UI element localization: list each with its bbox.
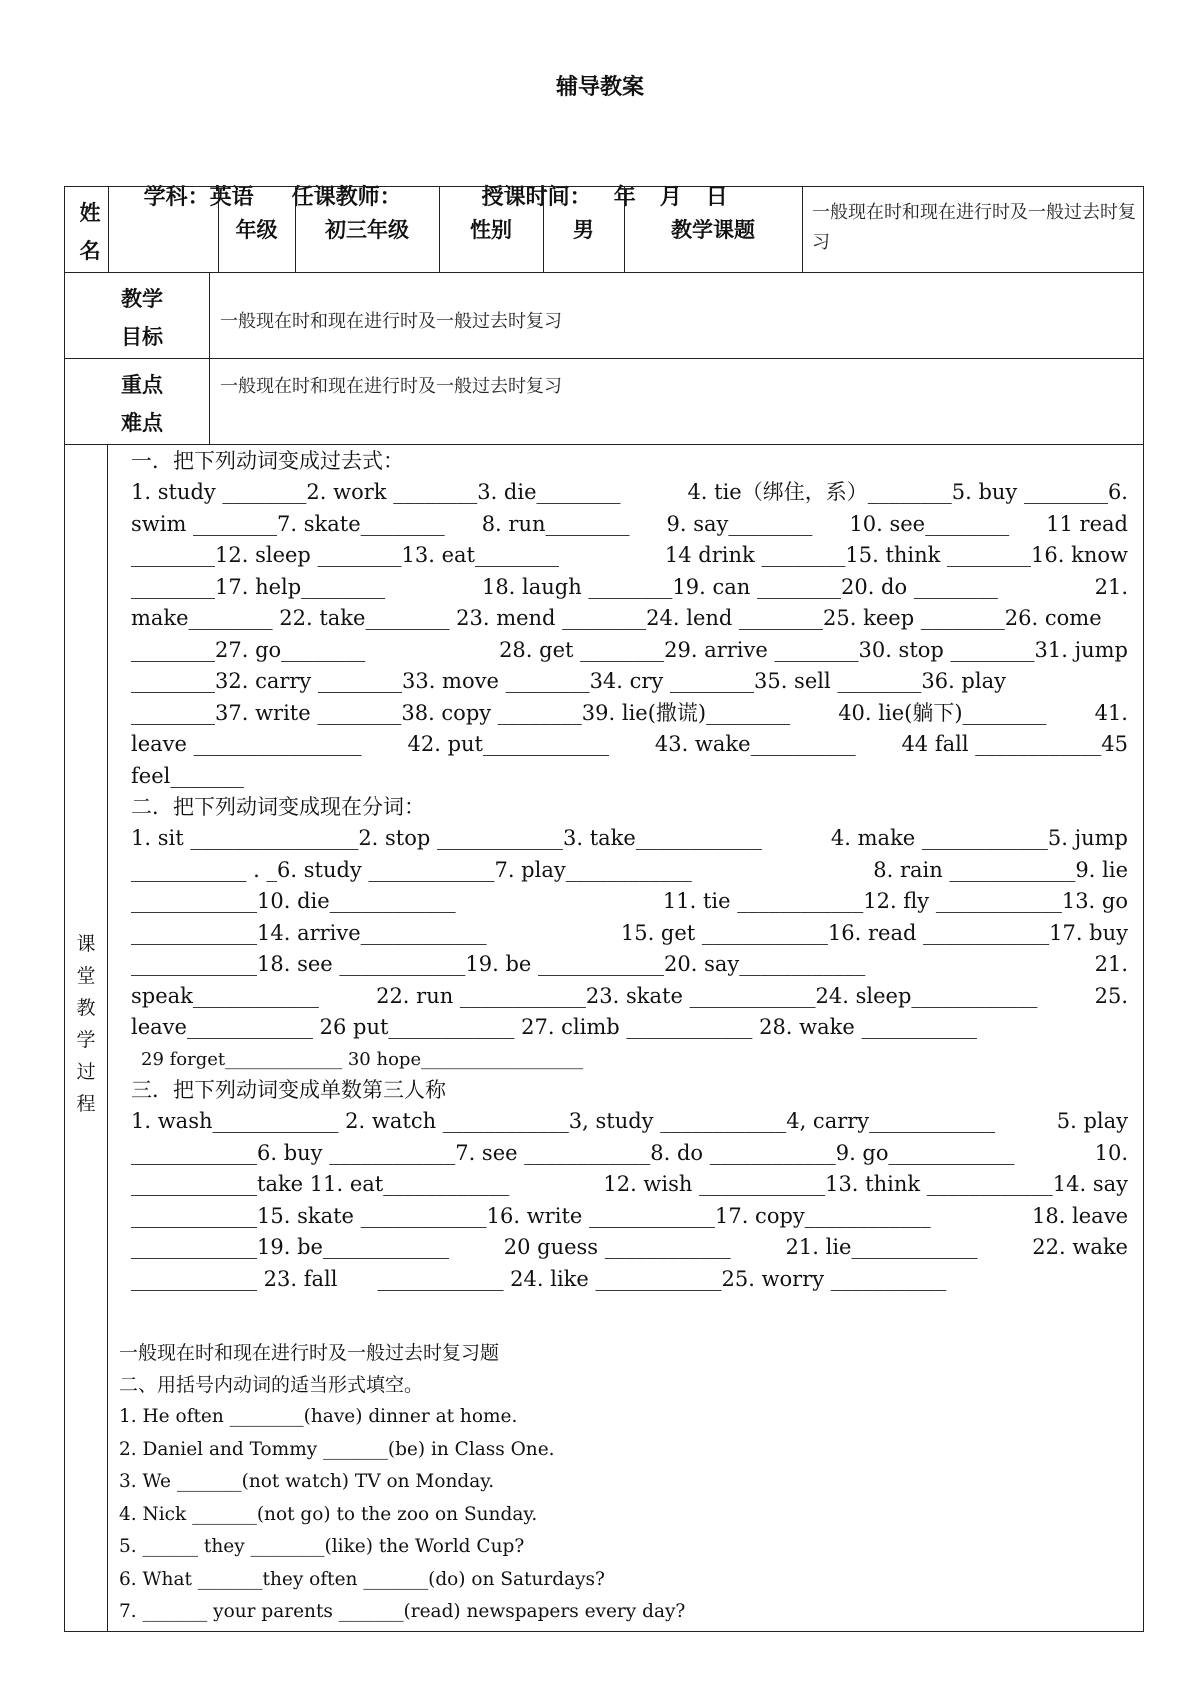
exercise-line [131, 635, 1128, 667]
key-label-line2: 难点 [121, 411, 163, 435]
column-divider [209, 272, 210, 444]
topic-label: 教学课题 [671, 218, 755, 242]
grade-value: 初三年级 [325, 218, 409, 242]
exercise-line [131, 886, 1128, 918]
name-label-chars: 姓名 [79, 201, 101, 263]
exercise-text: 10. [1094, 1140, 1128, 1165]
exercise-text: 4. make ____________5. jump [830, 826, 1128, 850]
exercise-text: swim ________7. skate________ [131, 511, 445, 536]
exercise-text: 41. [1094, 700, 1128, 725]
subject-label: 学科：英语 [143, 185, 254, 210]
exercise-text: 5. play [1056, 1109, 1128, 1133]
column-divider [802, 186, 803, 272]
exercise-text: 1. sit ________________2. stop ____________3. take____________ [131, 826, 762, 850]
month-label: 月 [659, 185, 682, 210]
exercise-item: 1. He often ________(have) dinner at home. [119, 1406, 518, 1427]
exercise-line [131, 918, 1128, 950]
year-label: 年 [613, 185, 636, 210]
goal-label [112, 280, 172, 356]
exercise-text: ____________ 23. fall [131, 1266, 338, 1291]
gender-label: 性别 [470, 218, 512, 242]
exercise-item: 7. _______ your parents _______(read) newspapers every day? [119, 1601, 686, 1622]
goal-label-line2: 目标 [121, 325, 163, 349]
exercise-line [131, 1106, 1128, 1138]
process-label [74, 928, 98, 1120]
exercise-text: ________17. help________ [131, 574, 386, 599]
exercise-text: 44 fall ____________45 [901, 732, 1128, 756]
exercise-line [131, 509, 1128, 541]
exercise-line [131, 949, 1128, 981]
exercise-text: 43. wake__________ [654, 732, 856, 756]
exercise-text: 21. [1094, 574, 1128, 599]
exercise-text: 10. see________ [849, 511, 1010, 536]
exercise-text: speak____________ [131, 983, 319, 1008]
exercise-text: ____________take 11. eat____________ [131, 1172, 510, 1196]
exercise-text: leave____________ 26 put____________ 27. climb ____________ 28. wake ___________ [131, 1015, 977, 1039]
exercise-text: ____________ 24. like ____________25. worry ___________ [377, 1266, 947, 1291]
exercise-line [131, 1138, 1128, 1170]
day-label: 日 [705, 185, 728, 210]
topic-value: 一般现在时和现在进行时及一般过去时复习 [812, 202, 1136, 253]
exercise-text: 8. rain ____________9. lie [873, 857, 1128, 882]
exercise-text: 11 read [1046, 511, 1128, 536]
exercise-text: 40. lie(躺下)________ [838, 700, 1047, 725]
exercise-title: 一般现在时和现在进行时及一般过去时复习题 [119, 1342, 500, 1364]
exercise-text: ________27. go________ [131, 637, 366, 662]
exercise-line [131, 477, 1128, 509]
process-char: 程 [76, 1093, 96, 1115]
exercise-text: ___________ . _6. study ____________7. play____________ [131, 857, 692, 882]
exercise-item: 5. ______ they ________(like) the World Cup? [119, 1536, 525, 1557]
exercise-text: 28. get ________29. arrive ________30. stop ________31. jump [499, 637, 1128, 662]
exercise-text: ____________18. see ____________19. be ____________20. say____________ [131, 952, 866, 976]
exercise-line [131, 698, 1128, 730]
column-divider [107, 444, 108, 1632]
exercise-text: make________ 22. take________ 23. mend ________24. lend ________25. keep ________26. come [131, 606, 1102, 630]
exercise-line [131, 729, 1128, 761]
exercise-text: 1. wash____________ 2. watch ____________3, study ____________4, carry____________ [131, 1109, 996, 1133]
key-points-label [112, 366, 172, 442]
process-char: 课 [76, 933, 96, 955]
exercise-heading: 二、用括号内动词的适当形式填空。 [119, 1374, 424, 1396]
exercise-text: ____________10. die____________ [131, 889, 456, 913]
exercise-line [131, 1264, 1128, 1296]
gender-value: 男 [573, 218, 594, 242]
process-char: 学 [76, 1029, 96, 1051]
exercise-line [131, 603, 1128, 635]
exercise-text: 11. tie ____________12. fly ____________13. go [662, 889, 1128, 913]
exercise-text: 8. run________ [481, 511, 630, 536]
exercise-text: 21. [1094, 952, 1128, 976]
page-title: 辅导教案 [555, 75, 644, 100]
row-divider [64, 444, 1144, 445]
exercise-text: ____________19. be____________ [131, 1235, 449, 1259]
section-heading: 一．把下列动词变成过去式： [131, 449, 404, 473]
exercise-line [131, 666, 1128, 698]
section-past-tense [131, 446, 1128, 1295]
exercise-text: ____________6. buy ____________7. see ____________8. do ____________9. go____________ [131, 1140, 1015, 1165]
exercise-text: ____________15. skate ____________16. write ____________17. copy____________ [131, 1203, 931, 1228]
key-points-value: 一般现在时和现在进行时及一般过去时复习 [220, 376, 562, 397]
exercise-line [131, 1201, 1128, 1233]
exercise-text: ________37. write ________38. copy ________39. lie(撒谎)________ [131, 700, 791, 725]
section-heading: 二．把下列动词变成现在分词： [131, 795, 425, 819]
process-char: 教 [76, 997, 96, 1019]
exercise-text: 22. run ____________23. skate ____________24. sleep____________ [376, 983, 1038, 1008]
exercise-line [131, 540, 1128, 572]
exercise-line [131, 1232, 1128, 1264]
goal-value: 一般现在时和现在进行时及一般过去时复习 [220, 311, 562, 332]
exercise-text: 12. wish ____________13. think ____________14. say [603, 1172, 1128, 1196]
section-heading: 三．把下列动词变成单数第三人称 [131, 1078, 446, 1102]
exercise-item: 3. We _______(not watch) TV on Monday. [119, 1471, 495, 1492]
key-label-line1: 重点 [121, 373, 163, 397]
exercise-text: 18. leave [1031, 1203, 1128, 1228]
name-value [108, 186, 218, 272]
exercise-line [131, 572, 1128, 604]
exercise-line-small: 29 forget_____________ 30 hope__________________ [141, 1048, 584, 1070]
exercise-line [131, 761, 1128, 793]
exercise-text: 42. put____________ [407, 732, 609, 756]
exercise-text: ________32. carry ________33. move ________34. cry ________35. sell ________36. play [131, 669, 1006, 693]
row-divider [64, 272, 1144, 273]
exercise-item: 4. Nick _______(not go) to the zoo on Sunday. [119, 1503, 538, 1525]
exercise-text: 9. say________ [666, 511, 813, 536]
name-label [74, 194, 106, 270]
teacher-label: 任课教师： [291, 185, 402, 210]
process-char: 堂 [76, 965, 96, 987]
exercise-item: 2. Daniel and Tommy _______(be) in Class One. [119, 1438, 555, 1460]
exercise-text: 14 drink ________15. think ________16. know [664, 543, 1128, 567]
exercise-text: 4. tie（绑住，系）________5. buy ________6. [687, 480, 1128, 504]
exercise-text: feel_______ [131, 763, 244, 788]
review-exercise [119, 1337, 1119, 1629]
exercise-text: 18. laugh ________19. can ________20. do ________ [481, 574, 998, 599]
exercise-text: 21. lie____________ [785, 1235, 978, 1259]
exercise-text: 25. [1094, 983, 1128, 1008]
exercise-text: 15. get ____________16. read ____________17. buy [620, 920, 1128, 945]
row-divider [64, 358, 1144, 359]
exercise-text: 22. wake [1032, 1235, 1128, 1259]
exercise-line [131, 855, 1128, 887]
exercise-text: ________12. sleep ________13. eat________ [131, 543, 559, 567]
grade-label: 年级 [235, 218, 278, 242]
exercise-line [131, 1012, 1128, 1044]
exercise-item: 6. What _______they often _______(do) on Saturdays? [119, 1568, 605, 1590]
exercise-line [131, 823, 1128, 855]
exercise-text: 1. study ________2. work ________3. die________ [131, 480, 621, 504]
exercise-text: leave ________________ [131, 732, 362, 756]
goal-label-line1: 教学 [121, 287, 163, 311]
exercise-line [131, 981, 1128, 1013]
process-char: 过 [76, 1061, 96, 1083]
exercise-text: ____________14. arrive____________ [131, 920, 487, 945]
exercise-line [131, 1169, 1128, 1201]
time-label: 授课时间： [481, 185, 592, 210]
exercise-text: 20 guess ____________ [503, 1235, 731, 1259]
